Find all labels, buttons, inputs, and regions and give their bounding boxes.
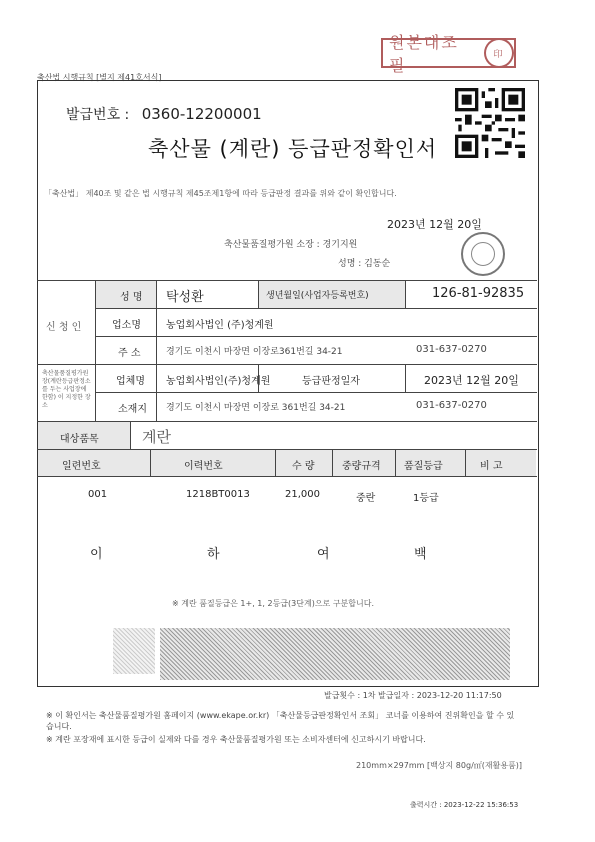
issue-label: 발급번호 : (66, 107, 130, 123)
form-reference: 축산법 시행규칙 [별지 제41호서식] (37, 73, 162, 82)
location-phone: 031-637-0270 (416, 400, 487, 411)
issue-number: 0360-12200001 (141, 105, 262, 123)
scan-noise-left (113, 628, 155, 674)
applicant-label: 신 청 인 (46, 322, 82, 333)
company-label: 업소명 (112, 320, 141, 331)
scan-noise-main (160, 628, 510, 680)
print-time: 출력시간 : 2023-12-22 15:36:53 (410, 801, 519, 809)
paper-note: 210mm×297mm [백상지 80g/㎡(재활용품)] (356, 761, 523, 770)
grading-place: 농업회사법인(주)청계원 (166, 376, 271, 387)
issue-footer: 발급횟수 : 1차 발급일자 : 2023-12-20 11:17:50 (324, 691, 502, 700)
issue-number-row (66, 104, 262, 124)
target-value: 계란 (142, 428, 171, 446)
stamp-seal-icon: 印 (484, 38, 514, 68)
issue-date: 2023년 12월 20일 (387, 218, 482, 231)
th-grade: 품질등급 (404, 461, 443, 472)
th-trace: 이력번호 (184, 461, 223, 472)
applicant-name: 탁성환 (166, 290, 204, 305)
grader-text: 성명 : 김동순 (338, 259, 391, 269)
grading-place-label: 업체명 (116, 376, 145, 387)
name-label: 성 명 (120, 292, 143, 303)
company-name: 농업회사법인 (주)청계원 (166, 320, 274, 331)
note-1: ※ 이 확인서는 축산물품질평가원 홈페이지 (www.ekape.or.kr) 「축산물등급판정확인서 조회」 코너를 이용하여 진위확인을 할 수 있습니다. (46, 711, 515, 731)
blank-char-3: 여 (317, 547, 330, 562)
business-number: 126-81-92835 (432, 286, 525, 301)
page-title: 축산물 (계란) 등급판정확인서 (148, 137, 438, 161)
intro-text: 「축산법」 제40조 및 같은 법 시행규칙 제45조제1항에 따라 등급판정 결과를 위와 같이 확인합니다. (44, 189, 397, 198)
cell-grade: 1등급 (413, 493, 439, 504)
target-label: 대상품목 (60, 434, 99, 445)
bizno-label: 생년월일(사업자등록번호) (266, 291, 369, 301)
grade-note: ※ 계란 품질등급은 1+, 1, 2등급(3단계)으로 구분합니다. (172, 599, 374, 608)
blank-char-1: 이 (90, 547, 103, 562)
th-weight: 중량규격 (342, 461, 381, 472)
cell-serial: 001 (88, 489, 108, 500)
location-value: 경기도 이천시 마장면 이장로 361번길 34-21 (166, 403, 346, 413)
note-2: ※ 계란 포장재에 표시한 등급이 실제와 다를 경우 축산물품질평가원 또는 소비자센터에 신고하시기 바랍니다. (46, 735, 426, 744)
grading-place-note: 축산물품질평가원장(계란등급판정소를 두는 사업장에 한함) 이 지정한 장소 (42, 370, 91, 409)
cell-weight: 중란 (356, 493, 376, 504)
address-label: 주 소 (118, 348, 141, 359)
th-qty: 수 량 (292, 461, 315, 472)
cell-trace: 1218BT0013 (186, 489, 250, 500)
original-copy-stamp (381, 33, 516, 75)
stamp-text: 원본대조필 (389, 33, 459, 75)
blank-char-4: 백 (414, 547, 427, 562)
th-serial: 일련번호 (62, 461, 101, 472)
blank-char-2: 하 (207, 547, 220, 562)
address-phone: 031-637-0270 (416, 344, 487, 355)
th-remark: 비 고 (480, 461, 503, 472)
address-value: 경기도 이천시 마장면 이장로361번길 34-21 (166, 347, 343, 357)
grading-date-label: 등급판정일자 (302, 376, 360, 387)
cell-qty: 21,000 (285, 489, 320, 500)
location-label: 소재지 (118, 404, 147, 415)
issuer-text: 축산물품질평가원 소장 : 경기지원 (224, 240, 358, 250)
qr-code-icon (455, 88, 525, 158)
official-seal-icon (461, 232, 505, 276)
grading-date: 2023년 12월 20일 (424, 374, 519, 387)
